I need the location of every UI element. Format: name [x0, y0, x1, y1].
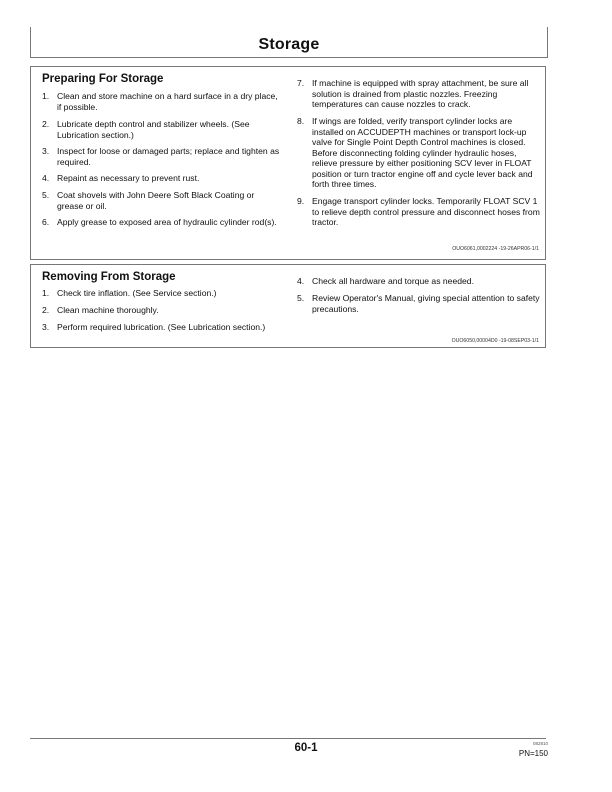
item-number: 5.	[42, 190, 50, 200]
removing-from-storage-section	[30, 264, 546, 348]
list-item	[40, 305, 300, 316]
reference-code: OUO6061,0002224 -19-26APR06-1/1	[452, 246, 539, 252]
page-title: Storage	[258, 36, 320, 53]
item-text: If machine is equipped with spray attachment, be sure all solution is drained from plastic nozzles. Freezing temperatures can cause nozzles to crack.	[312, 78, 529, 109]
footer-code: 082810	[532, 741, 548, 746]
item-text: Apply grease to exposed area of hydraulic cylinder rod(s).	[57, 217, 277, 227]
item-number: 4.	[297, 276, 305, 286]
item-number: 5.	[297, 293, 305, 303]
item-number: 3.	[42, 322, 50, 332]
item-text: Lubricate depth control and stabilizer wheels. (See Lubrication section.)	[57, 119, 250, 140]
list-item	[40, 190, 280, 211]
reference-code: OUO6050,00004D0 -19-08SEP03-1/1	[451, 338, 539, 344]
item-text: Perform required lubrication. (See Lubrication section.)	[57, 322, 266, 332]
item-text: If wings are folded, verify transport cylinder locks are installed on ACCUDEPTH machines or transport lock-up valve for Single Point Depth Control machines is closed. Before disconnecting folding cylinder hydraulic hoses, relieve pressure by either positioning SCV lever in FLOAT position or turn tractor engine off and cycle lever back and forth three times.	[312, 116, 533, 189]
item-text: Clean and store machine on a hard surface in a dry place, if possible.	[57, 91, 278, 112]
item-number: 1.	[42, 91, 50, 101]
list-item	[295, 78, 541, 110]
section-heading: Removing From Storage	[42, 271, 176, 283]
item-text: Repaint as necessary to prevent rust.	[57, 173, 200, 183]
item-text: Inspect for loose or damaged parts; replace and tighten as required.	[57, 146, 280, 167]
item-text: Clean machine thoroughly.	[57, 305, 159, 315]
page-header	[30, 27, 548, 58]
list-item	[295, 293, 541, 314]
item-number: 2.	[42, 305, 50, 315]
section-heading: Preparing For Storage	[42, 73, 164, 85]
page-number: 60-1	[294, 742, 318, 754]
footer-divider	[30, 738, 546, 739]
list-item	[40, 322, 310, 333]
list-item	[40, 119, 280, 140]
item-text: Coat shovels with John Deere Soft Black Coating or grease or oil.	[57, 190, 255, 211]
list-item	[40, 217, 280, 228]
item-number: 3.	[42, 146, 50, 156]
list-item	[40, 173, 280, 184]
list-item	[295, 276, 541, 287]
item-number: 1.	[42, 288, 50, 298]
list-item	[295, 196, 541, 228]
item-text: Review Operator's Manual, giving special attention to safety precautions.	[312, 293, 540, 314]
item-number: 8.	[297, 116, 305, 126]
pn-label: PN=150	[518, 749, 548, 758]
list-item	[40, 91, 280, 112]
item-number: 2.	[42, 119, 50, 129]
item-number: 9.	[297, 196, 305, 206]
item-number: 4.	[42, 173, 50, 183]
preparing-for-storage-section	[30, 66, 546, 260]
item-text: Engage transport cylinder locks. Temporarily FLOAT SCV 1 to relieve depth control pressure and disconnect hoses from tractor.	[312, 196, 540, 227]
list-item	[40, 146, 280, 167]
item-text: Check tire inflation. (See Service section.)	[57, 288, 217, 298]
list-item	[40, 288, 300, 299]
item-number: 6.	[42, 217, 50, 227]
list-item	[295, 116, 541, 190]
item-text: Check all hardware and torque as needed.	[312, 276, 474, 286]
item-number: 7.	[297, 78, 305, 88]
